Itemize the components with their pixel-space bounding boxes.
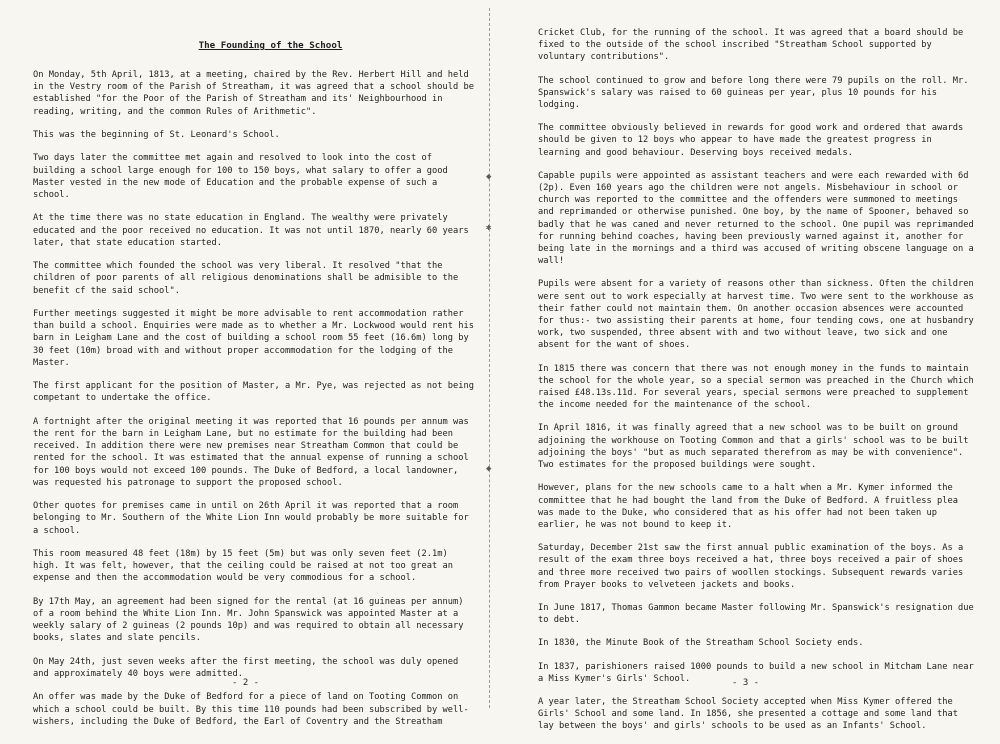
fold-mark: ◆ [486,464,492,474]
staple-mark: ✱ [486,223,492,233]
paragraph: This was the beginning of St. Leonard's School. [33,130,280,140]
left-page [33,40,478,739]
paragraph: In 1830, the Minute Book of the Streatham School Society ends. [538,638,864,649]
paragraph: Saturday, December 21st saw the first annual public examination of the boys. As a result of the exam three boys received a hat, three boys received a pair of shoes and three more received two pairs of woollen stockings. Subsequent rewards varies from Prayer books to velveteen jackets and books. [538,543,964,590]
right-page-body [538,27,978,733]
paragraph: At the time there was no state education in England. The wealthy were privately educated and the poor received no education. It was not until 1870, nearly 60 years later, that state education started. [33,213,469,248]
page-number: - 3 - [732,678,760,688]
paragraph: In 1815 there was concern that there was not enough money in the funds to maintain the school for the whole year, so a special sermon was preached in the Church which raised £48.13s.11d. For several years, special sermons were preached to supplement the income needed for the maintenance of the school. [538,363,974,411]
paragraph: By 17th May, an agreement had been signed for the rental (at 16 guineas per annum) of a room behind the White Lion Inn. Mr. John Spanswick was appointed Master at a weekly salary of 2 guineas (2 pounds 10p) and was required to obtain all necessary books, slates and slate pencils. [33,596,464,644]
left-page-body [33,69,478,728]
paragraph: In April 1816, it was finally agreed that a new school was to be built on ground adjoining the workhouse on Tooting Common and that a girls' school was to be built adjoining the boys' "but as much separated therefrom as may be with convenience". Two estimates for the proposed buildings were sought. [538,423,969,471]
paragraph: The committee obviously believed in rewards for good work and ordered that awards should be given to 12 boys who appear to have made the greatest progress in learning and good behaviour. Deserving boys received medals. [538,123,964,158]
paragraph: A year later, the Streatham School Society accepted when Miss Kymer offered the Girls' School and some land. In 1856, she presented a cottage and some land that lay between the boys' and girls' schools to be used as an Infants' School. [538,696,959,732]
paragraph: In 1837, parishioners raised 1000 pounds to build a new school in Mitcham Lane near a Miss Kymer's Girls' School. [538,661,974,684]
paragraph: Pupils were absent for a variety of reasons other than sickness. Often the children were sent out to work especially at harvest time. Two were sent to the workhouse as their father could not maintain them. On another occasion absences were accounted for thus:- two assisting their parents at home, four tending cows, one at husbandry work, two suspended, three absent with and two without leave, two sick and one absent for the want of shoes. [538,279,974,351]
paragraph: The first applicant for the position of Master, a Mr. Pye, was rejected as not being competant to undertake the office. [33,381,475,404]
page-title: The Founding of the School [198,40,343,51]
paragraph: The committee which founded the school was very liberal. It resolved "that the children of poor parents of all religious denominations shall be admisible to the benefit cf the said school". [33,261,459,296]
paragraph: Other quotes for premises came in until on 26th April it was reported that a room belonging to Mr. Southern of the White Lion Inn would probably be more suitable for a school. [33,501,469,536]
paragraph: This room measured 48 feet (18m) by 15 feet (5m) but was only seven feet (2.1m) high. It was felt, however, that the ceiling could be raised at not too great an expense and then the accommodation would be very commodious for a school. [33,548,454,584]
paragraph: In June 1817, Thomas Gammon became Master following Mr. Spanswick's resignation due to debt. [538,602,974,626]
paragraph: A fortnight after the original meeting it was reported that 16 pounds per annum was the rent for the barn in Leigham Lane, but no estimate for the building had been received. In addition there were new premises near Streatham Common that could be rented for the school. It was estimated that the annual expense of running a school for 100 boys would not exceed 100 pounds. The Duke of Bedford, a local landowner, was requested his patronage to support the proposed school. [33,416,469,488]
paragraph: Capable pupils were appointed as assistant teachers and were each rewarded with 6d (2p). Even 160 years ago the children were not angels. Misbehaviour in school or church was reported to the committee and the offenders were summoned to meetings and reprimanded or otherwise punished. One boy, by the name of Spooner, behaved so badly that he was caned and never returned to the school. One pupil was reprimanded for running behind coaches, having been previously warned against it, another for being late in the mornings and a third was accused of writing obscene language on a wall! [538,170,974,267]
paragraph: The school continued to grow and before long there were 79 pupils on the roll. Mr. Spanswick's salary was raised to 60 guineas per year, plus 10 pounds for his lodging. [538,75,969,111]
paragraph: Further meetings suggested it might be more advisable to rent accommodation rather than build a school. Enquiries were made as to whether a Mr. Lockwood would rent his barn in Leigham Lane and the cost of building a school room 55 feet (16.6m) long by 30 feet (10m) broad with and without proper accommodation for the lodging of the Master. [33,308,475,368]
paragraph: Cricket Club, for the running of the school. It was agreed that a board should be fixed to the outside of the school inscribed "Streatham School supported by voluntary contributions". [538,28,964,63]
fold-mark: ◆ [486,172,492,182]
paragraph: Two days later the committee met again and resolved to look into the cost of building a school large enough for 100 to 150 boys, what salary to offer a good Master vested in the new mode of Education and the probable expense of such a school. [33,153,448,200]
paragraph: However, plans for the new schools came to a halt when a Mr. Kymer informed the committee that he had bought the land from the Duke of Bedford. A fruitless plea was made to the Duke, who considered that as his offer had not been taken up earlier, he was not bound to keep it. [538,483,959,530]
center-fold [489,8,490,708]
paragraph: On May 24th, just seven weeks after the first meeting, the school was duly opened and approximately 40 boys were admitted. [33,656,459,679]
paragraph: On Monday, 5th April, 1813, at a meeting, chaired by the Rev. Herbert Hill and held in the Vestry room of the Parish of Streatham, it was agreed that a school should be established "for the Poor of the Parish of Streatham and its' Neighbourhood in reading, writing, and the common Rules of Arithmetic". [33,70,475,117]
right-page [538,27,978,744]
paragraph: An offer was made by the Duke of Bedford for a piece of land on Tooting Common on which a school could be built. By this time 110 pounds had been subscribed by well-wishers, including the Duke of Bedford, the Earl of Coventry and the Streatham [33,692,469,727]
page-number: - 2 - [232,678,260,688]
